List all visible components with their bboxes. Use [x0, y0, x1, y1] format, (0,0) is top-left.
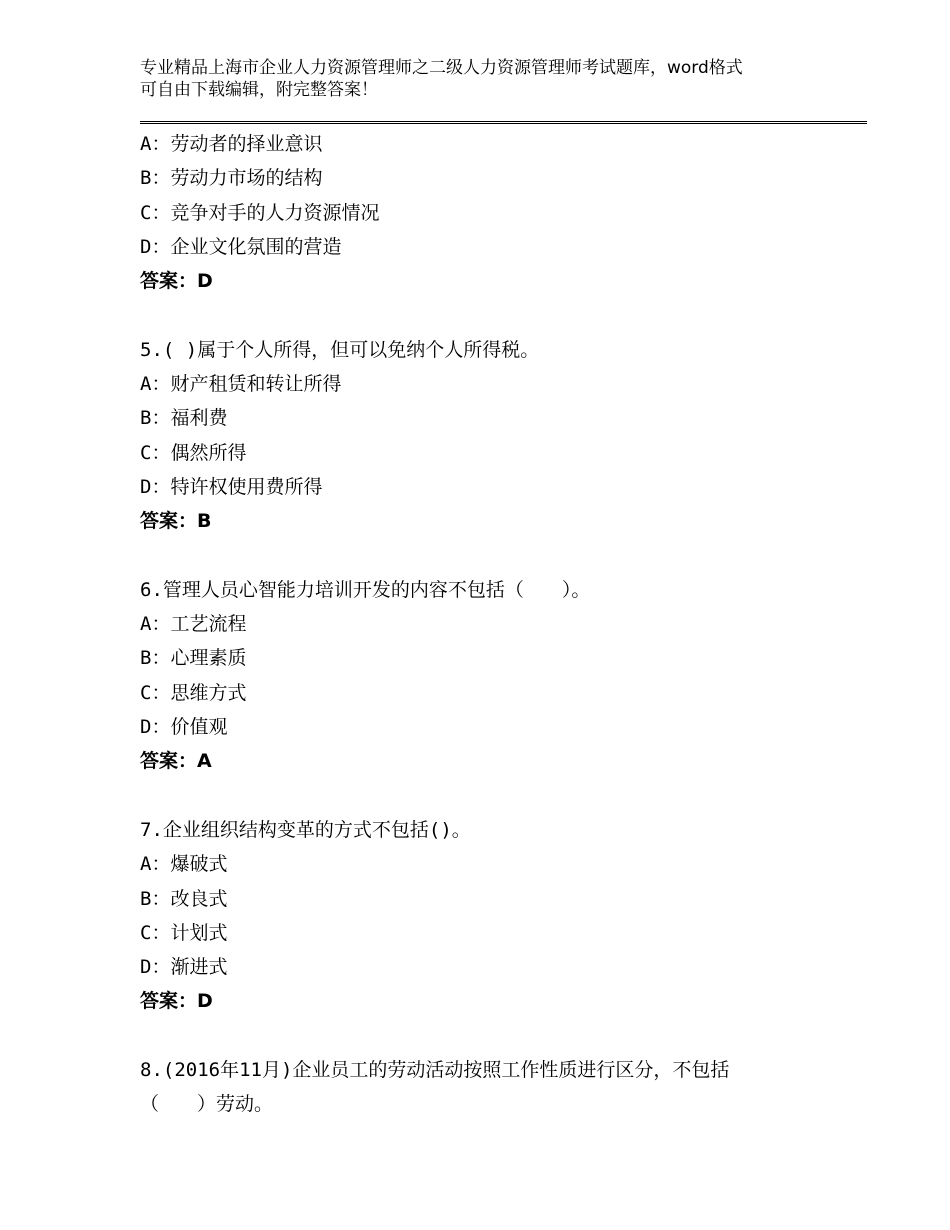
option-c: C：计划式 [140, 921, 228, 944]
option-b: B：劳动力市场的结构 [140, 167, 323, 190]
option-c: C：偶然所得 [140, 441, 247, 464]
option-b: B：改良式 [140, 887, 228, 910]
question-stem-line-1: 8.(2016年11月)企业员工的劳动活动按照工作性质进行区分，不包括 [140, 1059, 730, 1082]
option-c: C：竞争对手的人力资源情况 [140, 201, 380, 224]
question-list [140, 127, 840, 1122]
question-stem: 6.管理人员心智能力培训开发的内容不包括（ ）。 [140, 578, 591, 601]
question-stem: 5.( )属于个人所得，但可以免纳个人所得税。 [140, 338, 540, 361]
header-title-line-1: 专业精品上海市企业人力资源管理师之二级人力资源管理师考试题库，word格式 [140, 58, 743, 78]
option-a: A：爆破式 [140, 853, 228, 876]
answer-label: 答案：B [140, 510, 212, 533]
spacer [140, 298, 840, 332]
question-stem: 7.企业组织结构变革的方式不包括()。 [140, 818, 471, 841]
answer-label: 答案：D [140, 990, 213, 1013]
answer-label: 答案：D [140, 270, 213, 293]
answer-label: 答案：A [140, 750, 212, 773]
option-c: C：思维方式 [140, 681, 247, 704]
question-stem-line-2: （ ）劳动。 [140, 1093, 274, 1116]
header-title-line-2: 可自由下载编辑，附完整答案！ [140, 80, 378, 100]
option-a: A：财产租赁和转让所得 [140, 373, 342, 396]
spacer [140, 539, 840, 573]
option-b: B：福利费 [140, 407, 228, 430]
question-8 [140, 1053, 840, 1122]
option-d: D：特许权使用费所得 [140, 475, 323, 498]
option-a: A：工艺流程 [140, 613, 247, 636]
option-d: D：价值观 [140, 716, 228, 739]
question-5 [140, 333, 840, 539]
document-header [140, 57, 840, 101]
option-b: B：心理素质 [140, 647, 247, 670]
option-a: A：劳动者的择业意识 [140, 133, 323, 155]
question-4-partial [140, 127, 840, 298]
option-d: D：企业文化氛围的营造 [140, 235, 342, 258]
header-divider [140, 121, 867, 124]
spacer [140, 1019, 840, 1053]
question-6 [140, 573, 840, 779]
spacer [140, 779, 840, 813]
question-7 [140, 813, 840, 1019]
option-d: D：渐进式 [140, 956, 228, 979]
